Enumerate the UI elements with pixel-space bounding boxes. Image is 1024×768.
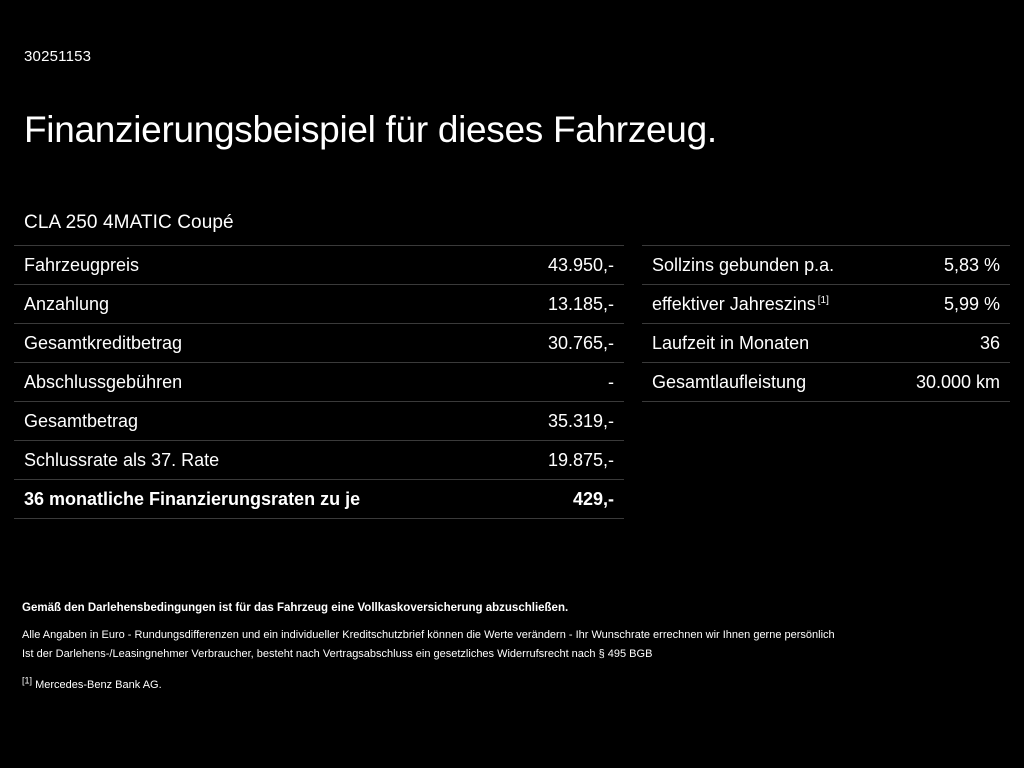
row-value: 36 bbox=[979, 333, 1000, 353]
row-label bbox=[652, 254, 834, 276]
footnote-text: Mercedes-Benz Bank AG. bbox=[35, 679, 162, 691]
row-label-text: Gesamtlaufleistung bbox=[652, 372, 807, 392]
row-label bbox=[652, 371, 806, 393]
table-row bbox=[14, 285, 624, 324]
row-label-text: Laufzeit in Monaten bbox=[652, 333, 810, 353]
table-row bbox=[642, 245, 1010, 285]
row-value: 30.765,- bbox=[547, 333, 614, 353]
row-value: - bbox=[608, 372, 614, 392]
row-label bbox=[652, 332, 809, 354]
footnote-marker: [1] bbox=[22, 675, 33, 686]
legal-notes bbox=[22, 600, 987, 693]
row-label: 36 monatliche Finanzierungsraten zu je bbox=[24, 489, 361, 509]
table-row bbox=[14, 324, 624, 363]
legal-line-1: Alle Angaben in Euro - Rundungsdifferenzen und ein individueller Kreditschutzbrief können die Werte verändern - Ihr Wunschrate errechnen wir Ihnen gerne persönlich bbox=[22, 629, 835, 641]
row-value: 19.875,- bbox=[547, 450, 614, 470]
vehicle-model: CLA 250 4MATIC Coupé bbox=[24, 212, 234, 233]
row-footnote-marker: [1] bbox=[817, 295, 829, 306]
row-label: Gesamtkreditbetrag bbox=[24, 333, 183, 353]
row-label: Abschlussgebühren bbox=[24, 372, 183, 392]
row-value: 43.950,- bbox=[547, 255, 614, 275]
reference-id: 30251153 bbox=[24, 48, 92, 65]
row-label: Anzahlung bbox=[24, 294, 110, 314]
legal-line-2: Ist der Darlehens-/Leasingnehmer Verbraucher, besteht nach Vertragsabschluss ein gesetzliches Widerrufsrecht nach § 495 BGB bbox=[22, 648, 653, 660]
table-row bbox=[14, 402, 624, 441]
row-value: 429,- bbox=[572, 489, 614, 509]
row-label: Fahrzeugpreis bbox=[24, 255, 140, 275]
table-row bbox=[642, 324, 1010, 363]
row-label bbox=[652, 293, 829, 315]
legal-strong-note: Gemäß den Darlehensbedingungen ist für das Fahrzeug eine Vollkaskoversicherung abzuschließen. bbox=[22, 602, 569, 614]
finance-table-right bbox=[642, 245, 1010, 402]
row-value: 30.000 km bbox=[915, 372, 1000, 392]
row-label: Schlussrate als 37. Rate bbox=[24, 450, 220, 470]
row-value: 5,99 % bbox=[943, 294, 1000, 314]
table-row bbox=[642, 285, 1010, 324]
table-row bbox=[14, 245, 624, 285]
table-row bbox=[14, 480, 624, 519]
legal-footnote bbox=[22, 677, 987, 693]
finance-table-left bbox=[14, 245, 624, 519]
table-row bbox=[14, 363, 624, 402]
page-title: Finanzierungsbeispiel für dieses Fahrzeug. bbox=[24, 108, 717, 150]
table-row bbox=[14, 441, 624, 480]
row-value: 13.185,- bbox=[547, 294, 614, 314]
row-label: Gesamtbetrag bbox=[24, 411, 139, 431]
row-label-text: Sollzins gebunden p.a. bbox=[652, 255, 835, 275]
row-label-text: effektiver Jahreszins bbox=[652, 294, 816, 314]
table-row bbox=[642, 363, 1010, 402]
row-value: 35.319,- bbox=[547, 411, 614, 431]
row-value: 5,83 % bbox=[943, 255, 1000, 275]
